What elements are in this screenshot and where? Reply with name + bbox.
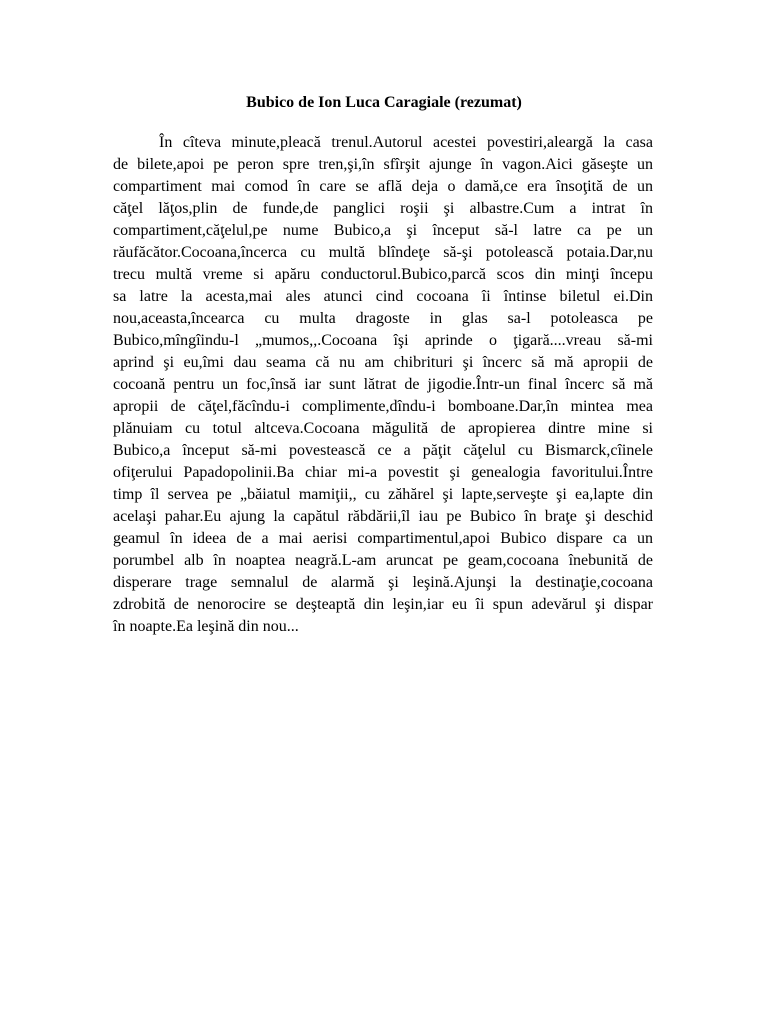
paragraph-line: în noapte.Ea leşină din nou... <box>113 618 299 635</box>
paragraph-line: zdrobită de nenorocire se deşteaptă din leşin,iar eu îi spun adevărul şi dispar <box>113 596 653 613</box>
summary-paragraph <box>113 132 653 638</box>
paragraph-line: compartiment mai comod în care se află deja o damă,ce era însoţită de un <box>113 178 653 195</box>
paragraph-line: compartiment,căţelul,pe nume Bubico,a şi început să-l latre ca pe un <box>113 222 653 239</box>
paragraph-line: acelaşi pahar.Eu ajung la capătul răbdării,îl iau pe Bubico în braţe şi deschid <box>113 508 653 525</box>
paragraph-line: Bubico,mîngîindu-l „mumos,,.Cocoana îşi aprinde o ţigară....vreau să-mi <box>113 332 653 349</box>
paragraph-line: timp îl servea pe „băiatul mamiţii,, cu zăhărel şi lapte,serveşte şi ea,lapte din <box>113 486 653 503</box>
paragraph-line: disperare trage semnalul de alarmă şi leşină.Ajunşi la destinaţie,cocoana <box>113 574 653 591</box>
paragraph-line: de bilete,apoi pe peron spre tren,şi,în sfîrşit ajunge în vagon.Aici găseşte un <box>113 156 653 173</box>
paragraph-line: Bubico,a început să-mi povestească ce a păţit căţelul cu Bismarck,cîinele <box>113 442 653 459</box>
paragraph-line: porumbel alb în noaptea neagră.L-am aruncat pe geam,cocoana înebunită de <box>113 552 653 569</box>
paragraph-line: geamul în ideea de a mai aerisi compartimentul,apoi Bubico dispare ca un <box>113 530 653 547</box>
paragraph-line: trecu multă vreme si apăru conductorul.Bubico,parcă scos din minţi începu <box>113 266 653 283</box>
document-title: Bubico de Ion Luca Caragiale (rezumat) <box>246 94 522 111</box>
paragraph-line: răufăcător.Cocoana,încerca cu multă blîndeţe să-şi potolească potaia.Dar,nu <box>113 244 653 261</box>
paragraph-line: aprind şi eu,îmi dau seama că nu am chibrituri şi încerc să mă apropii de <box>113 354 653 371</box>
paragraph-line: plănuiam cu totul altceva.Cocoana măgulită de apropierea dintre mine si <box>113 420 653 437</box>
paragraph-line: nou,aceasta,încearca cu multa dragoste in glas sa-l potoleasca pe <box>113 310 653 327</box>
paragraph-line: În cîteva minute,pleacă trenul.Autorul acestei povestiri,aleargă la casa <box>159 134 653 151</box>
paragraph-line: cocoană pentru un foc,însă iar sunt lătrat de jigodie.Într-un final încerc să mă <box>113 376 653 393</box>
paragraph-line: apropii de căţel,făcîndu-i complimente,dîndu-i bomboane.Dar,în mintea mea <box>113 398 653 415</box>
paragraph-line: sa latre la acesta,mai ales atunci cind cocoana îi întinse biletul ei.Din <box>113 288 653 305</box>
paragraph-line: ofiţerului Papadopolinii.Ba chiar mi-a povestit şi genealogia favoritului.Între <box>113 464 653 481</box>
paragraph-line: căţel lăţos,plin de funde,de panglici roşii şi albastre.Cum a intrat în <box>113 200 653 217</box>
